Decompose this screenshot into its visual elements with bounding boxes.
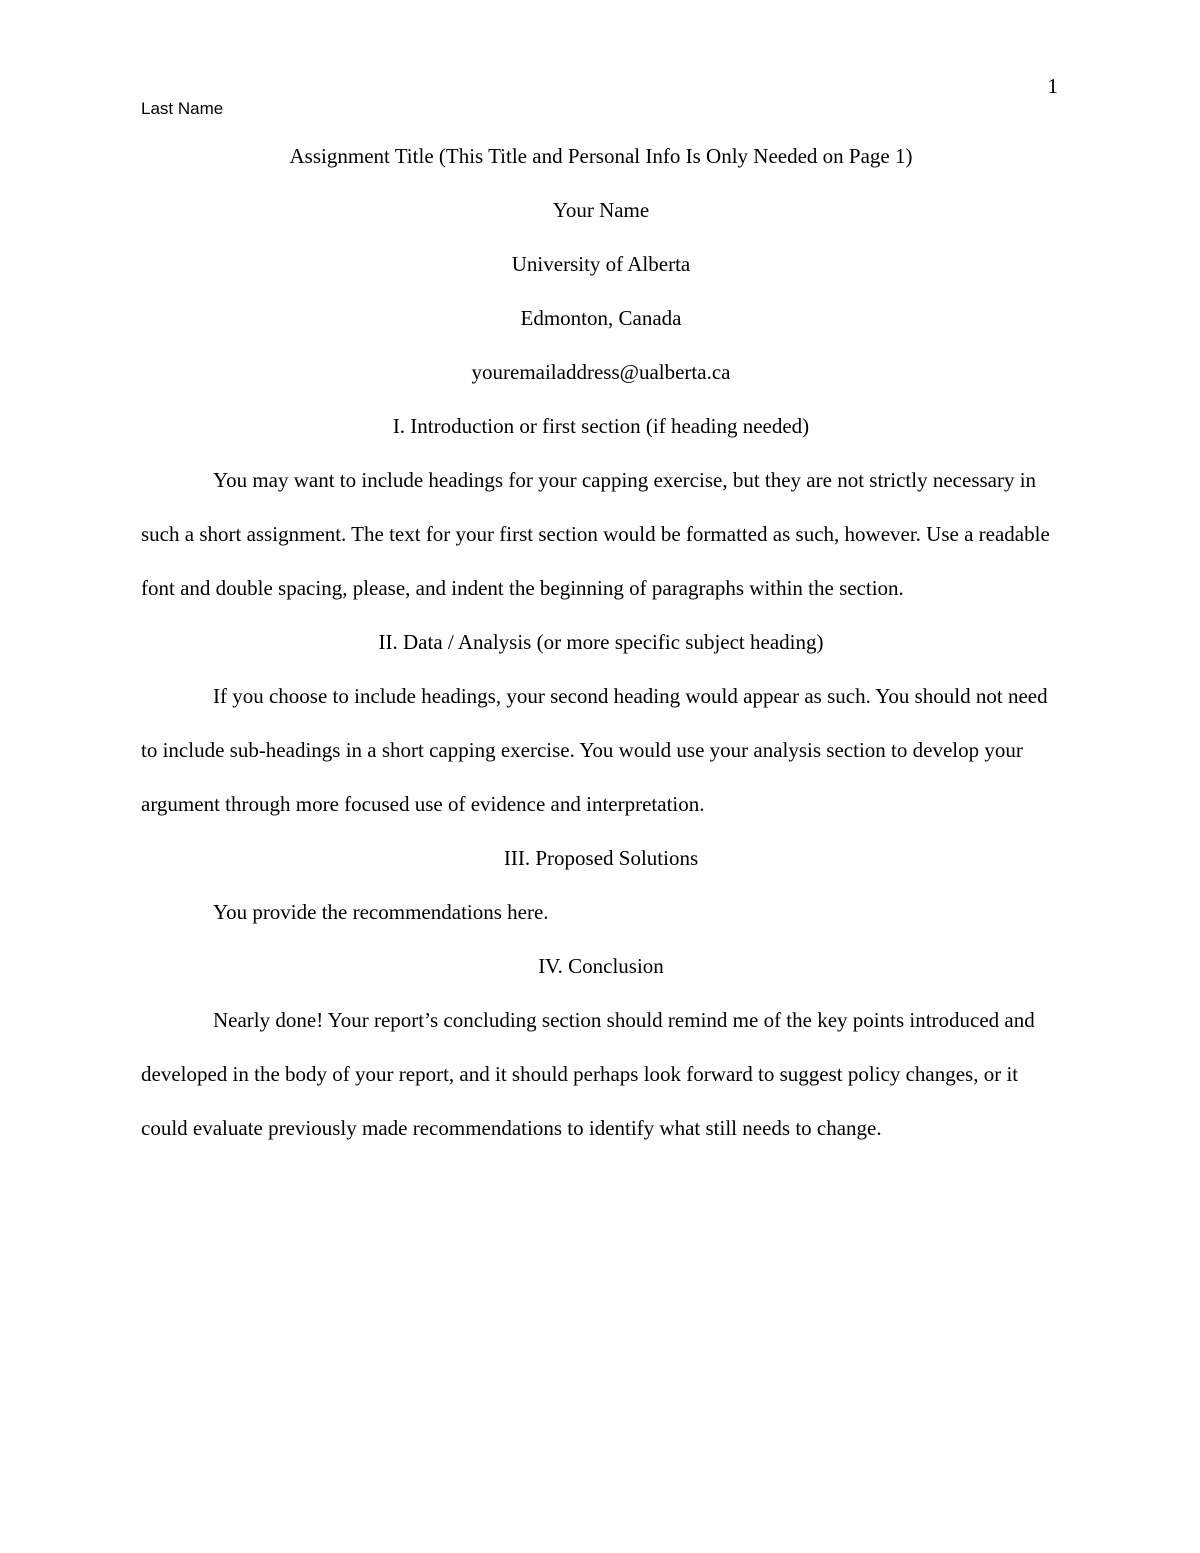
section-heading-introduction: I. Introduction or first section (if heading needed): [392, 414, 810, 438]
email-address: youremailaddress@ualberta.ca: [471, 360, 731, 384]
section-heading-conclusion: IV. Conclusion: [538, 954, 664, 978]
section-heading-analysis: II. Data / Analysis (or more specific subject heading): [378, 630, 824, 654]
assignment-title: Assignment Title (This Title and Personal Info Is Only Needed on Page 1): [289, 144, 913, 168]
section-body-conclusion: Nearly done! Your report’s concluding section should remind me of the key points introduced and developed in the body of your report, and it should perhaps look forward to suggest policy changes, or it could evaluate previously made recommendations to identify what still needs to change.: [141, 1008, 1035, 1140]
running-header-last-name: Last Name: [141, 99, 224, 118]
location: Edmonton, Canada: [520, 306, 682, 330]
author-name: Your Name: [552, 198, 650, 222]
document-body: [141, 129, 1061, 1155]
section-body-analysis: If you choose to include headings, your second heading would appear as such. You should not need to include sub-headings in a short capping exercise. You would use your analysis section to develop your argument through more focused use of evidence and interpretation.: [141, 684, 1048, 816]
section-body-introduction: You may want to include headings for your capping exercise, but they are not strictly necessary in such a short assignment. The text for your first section would be formatted as such, however. Use a readable font and double spacing, please, and indent the beginning of paragraphs within the section.: [141, 468, 1050, 600]
university-name: University of Alberta: [511, 252, 691, 276]
section-heading-solutions: III. Proposed Solutions: [503, 846, 699, 870]
page-number: 1: [1047, 74, 1058, 98]
section-body-solutions: You provide the recommendations here.: [213, 900, 549, 924]
